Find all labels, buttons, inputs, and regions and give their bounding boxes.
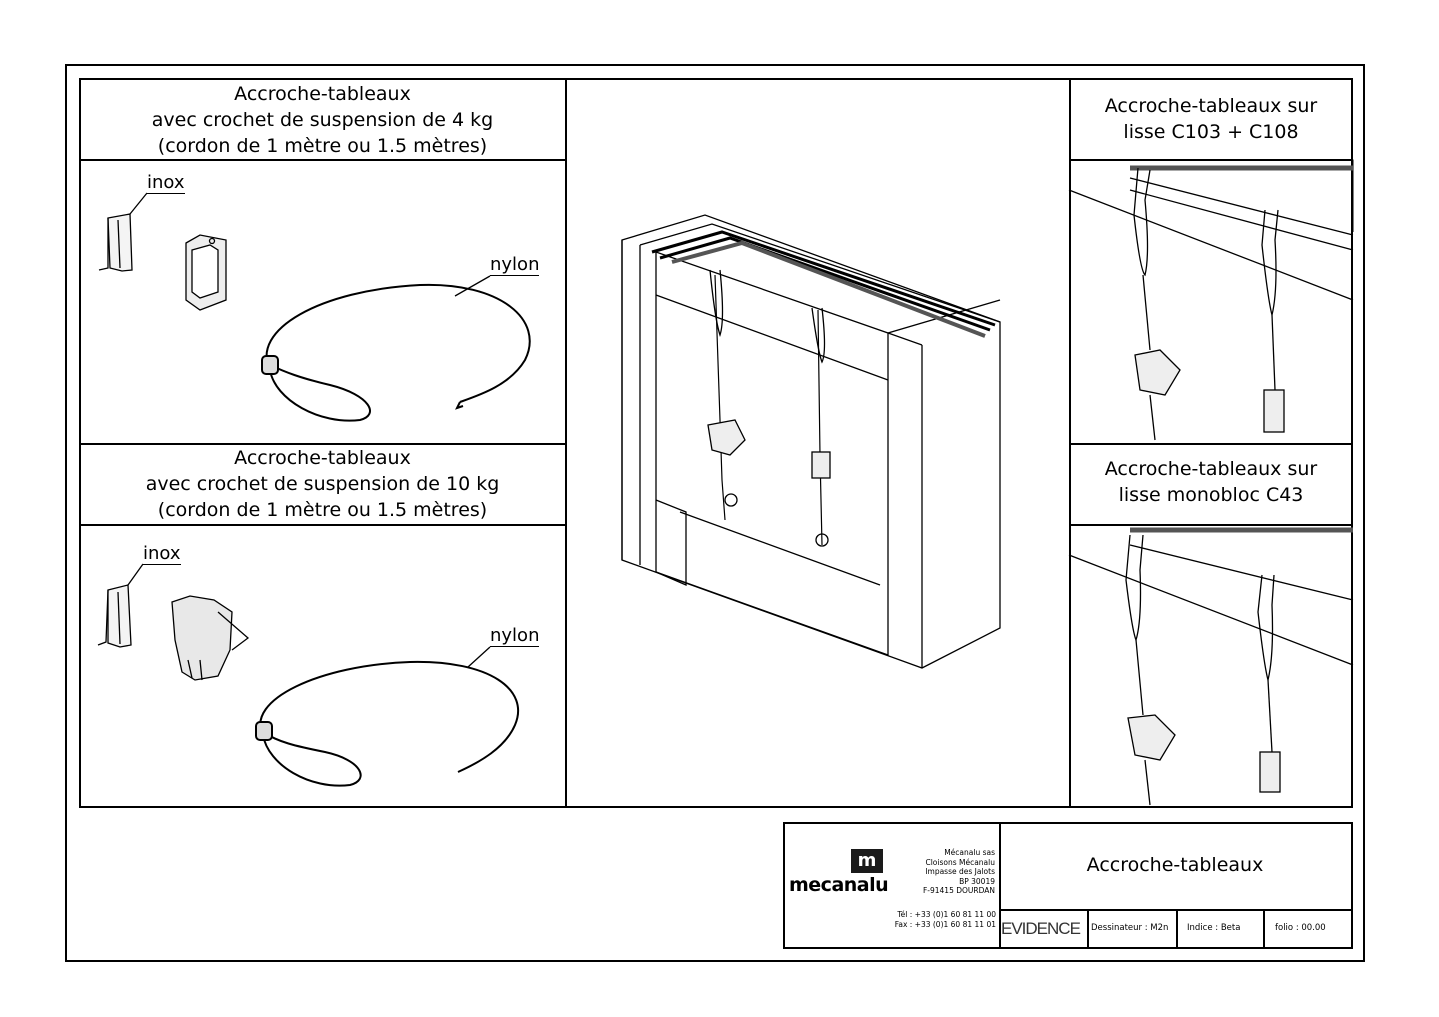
title-block bbox=[783, 822, 1353, 949]
rail-c43-detail-icon bbox=[1069, 530, 1353, 805]
title-line: avec crochet de suspension de 4 kg bbox=[151, 109, 494, 131]
address-line: Mécanalu sas bbox=[944, 848, 995, 857]
nylon-cord-4kg-icon bbox=[262, 285, 530, 421]
label-inox: inox bbox=[147, 172, 185, 193]
label-nylon: nylon bbox=[490, 625, 540, 646]
inox-leader bbox=[128, 564, 143, 585]
title-line: Accroche-tableaux bbox=[234, 83, 411, 105]
label-inox: inox bbox=[143, 543, 181, 564]
clip-4kg-icon bbox=[186, 235, 226, 310]
logo-wordmark: mecanalu bbox=[789, 874, 889, 896]
address-line: F-91415 DOURDAN bbox=[922, 886, 995, 895]
inox-leader bbox=[130, 193, 147, 214]
title-line: Accroche-tableaux sur bbox=[1104, 458, 1318, 480]
wall-unit-isometric-icon bbox=[622, 215, 1000, 668]
drawing-title: Accroche-tableaux bbox=[1086, 854, 1264, 876]
inox-hook-small-icon bbox=[99, 214, 132, 271]
logo-mark bbox=[851, 849, 883, 873]
tb-divider bbox=[1087, 909, 1089, 947]
title-line: (cordon de 1 mètre ou 1.5 mètres) bbox=[157, 135, 488, 157]
title-line: (cordon de 1 mètre ou 1.5 mètres) bbox=[157, 499, 488, 521]
title-line: avec crochet de suspension de 10 kg bbox=[145, 473, 500, 495]
tb-divider bbox=[999, 909, 1351, 911]
logo-mark-letter: m bbox=[857, 850, 877, 871]
title-line: Accroche-tableaux sur bbox=[1104, 95, 1318, 117]
clip-10kg-icon bbox=[172, 596, 248, 680]
logo-text bbox=[789, 874, 888, 896]
rail-c103-detail-icon bbox=[1069, 160, 1353, 440]
tb-divider bbox=[1176, 909, 1178, 947]
designer-field: Dessinateur : M2n bbox=[1091, 923, 1169, 933]
inox-hook-large-icon bbox=[98, 585, 131, 647]
brand-evidence: EVIDENCE bbox=[1001, 919, 1080, 938]
phone-line: Fax : +33 (0)1 60 81 11 01 bbox=[894, 919, 996, 929]
nylon-cord-10kg-icon bbox=[256, 662, 518, 786]
folio-field: folio : 00.00 bbox=[1275, 923, 1326, 933]
index-field: Indice : Beta bbox=[1187, 923, 1241, 933]
address-line: Cloisons Mécanalu bbox=[925, 857, 995, 867]
address-line: BP 30019 bbox=[959, 876, 995, 886]
company-address bbox=[895, 848, 995, 896]
address-line: Impasse des Jalots bbox=[925, 867, 995, 876]
title-line: lisse monobloc C43 bbox=[1118, 484, 1304, 506]
tb-divider bbox=[1263, 909, 1265, 947]
company-phone bbox=[865, 910, 996, 929]
title-line: lisse C103 + C108 bbox=[1123, 121, 1299, 143]
title-line: Accroche-tableaux bbox=[234, 447, 411, 469]
label-nylon: nylon bbox=[490, 254, 540, 275]
nylon-leader bbox=[468, 647, 490, 667]
phone-line: Tél : +33 (0)1 60 81 11 00 bbox=[897, 910, 996, 919]
